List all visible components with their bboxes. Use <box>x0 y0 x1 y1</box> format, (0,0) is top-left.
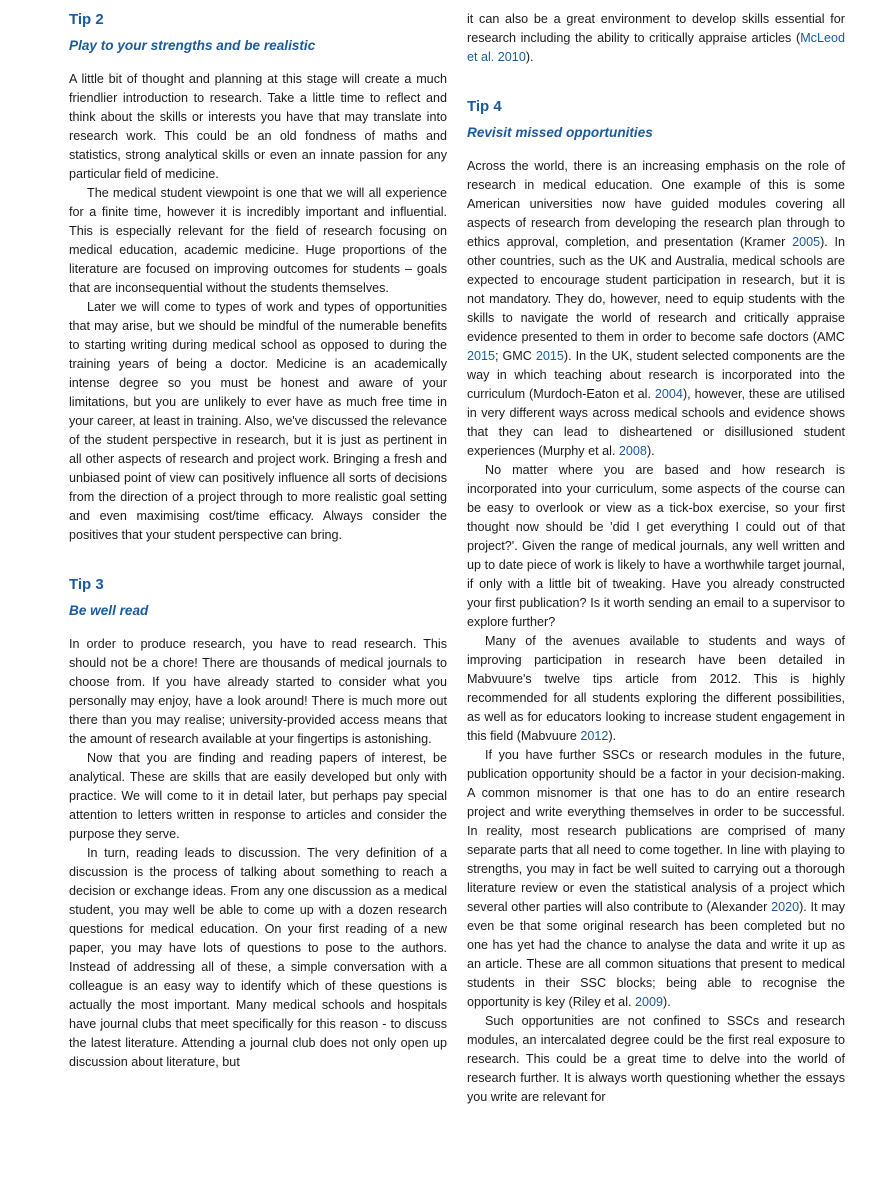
citation-link[interactable]: 2004 <box>654 387 683 401</box>
tip2-paragraph: The medical student viewpoint is one that we will all experience for a finite time, however it is incredibly important and influential. This is especially relevant for the field of research focusing on medical education, academic medicine. Huge proportions of the literature are focused on improving outcomes for students – goals that are inconsequential without the students themselves. <box>69 186 447 295</box>
tip4-paragraph: Across the world, there is an increasing emphasis on the role of research in medical education. One example of this is some American universities now have guided modules covering all aspects of research from developing the research plan through to ethics approval, completion, and presentation (Kramer 2005). In other countries, such as the UK and Australia, medical schools are expected to encourage student participation in research, but it is not mandatory. They do, however, need to equip students with the skills to navigate the world of research and critically appraise evidence presented to them in order to become safe doctors (AMC 2015; GMC 2015). In the UK, student selected components are the way in which teaching about research is incorporated into the curriculum (Murdoch-Eaton et al. 2004), however, these are utilised in very different ways across medical schools and evidence shows that they can lead to disheartened or disillusioned student experiences (Murphy et al. 2008). <box>467 159 845 458</box>
citation-link[interactable]: 2012 <box>580 729 609 743</box>
tip3-heading: Tip 3 <box>69 576 104 593</box>
tip2-heading: Tip 2 <box>69 11 104 28</box>
tip4-subheading: Revisit missed opportunities <box>467 125 653 140</box>
tip3-subheading: Be well read <box>69 603 149 618</box>
citation-link[interactable]: 2009 <box>635 995 664 1009</box>
tip2-paragraph: A little bit of thought and planning at this stage will create a much friendlier introduction to research. Take a little time to reflect and think about the skills or interests you have that may translate into research work. This could be an old fondness of maths and statistics, strong analytical skills or even an innate passion for any particular field of medicine. <box>69 72 447 181</box>
tip4-heading: Tip 4 <box>467 98 502 115</box>
tip4-paragraph: If you have further SSCs or research modules in the future, publication opportunity should be a factor in your decision-making. A common misnomer is that one has to do an entire research project and write everything themselves in order to be successful. In reality, most research publications are comprised of many separate parts that all need to come together. In line with playing to strengths, you may in fact be well suited to carrying out a thorough literature review or even the statistical analysis of a project which several other parties will also contribute to (Alexander 2020). It may even be that some original research has been completed but no one has yet had the chance to analyse the data and write it up as an article. These are all common situations that present to medical students in their SSC blocks; being able to recognise the opportunity is key (Riley et al. 2009). <box>467 748 845 1009</box>
tip2-paragraph: Later we will come to types of work and types of opportunities that may arise, but we should be mindful of the numerable benefits to starting writing during medical school as opposed to during the training years of being a doctor. Medicine is an academically intense degree so you must be honest and aware of your limitations, but you are unlikely to ever have as much free time in your career, at least in training. Also, we've discussed the relevance of the student perspective in research, but it is just as pertinent in all other aspects of research and project work. Bringing a fresh and unbiased point of view can positively influence all sorts of decisions from the direction of a project through to more realistic goal setting and even maximising cost/time efficacy. Always consider the positives that your student perspective can bring. <box>69 300 447 542</box>
continuation-paragraph: it can also be a great environment to develop skills essential for research including the ability to critically appraise articles (McLeod et al. 2010). <box>467 12 845 64</box>
tip3-paragraph: In turn, reading leads to discussion. The very definition of a discussion is the process of talking about something to reach a decision or exchange ideas. From any one discussion as a medical student, you may well be able to come up with a dozen research questions for medical education. On your first reading of a new paper, you may have lots of questions to pose to the authors. Instead of addressing all of these, a simple conversation with a colleague is an easy way to identify which of these questions is actually the most important. Many medical schools and hospitals have journal clubs that meet specifically for this reason - to discuss the latest literature. Attending a journal club does not only open up discussion about literature, but <box>69 846 447 1069</box>
tip2-subheading: Play to your strengths and be realistic <box>69 38 316 53</box>
tip3-paragraph: In order to produce research, you have to read research. This should not be a chore! There are thousands of medical journals to choose from. If you have already started to consider what you personally may enjoy, have a look around! There is much more out there than you may realise; university-provided access means that the amount of research available at your fingertips is astonishing. <box>69 637 447 746</box>
left-column <box>69 10 447 1200</box>
tip3-paragraph: Now that you are finding and reading papers of interest, be analytical. These are skills that are easily developed but only with practice. We will come to it in detail later, but perhaps pay special attention to letters written in response to articles and consider the purpose they serve. <box>69 751 447 841</box>
tip4-paragraph: No matter where you are based and how research is incorporated into your curriculum, some aspects of the course can be easy to overlook or view as a tick-box exercise, so your first thought now should be 'did I get everything I could out of that project?'. Given the range of medical journals, any well written and up to date piece of work is likely to have a worthwhile target journal, if only with a little bit of tweaking. Have you already constructed your first publication? Is it worth sending an email to a supervisor to explore further? <box>467 463 845 629</box>
citation-link[interactable]: 2008 <box>618 444 647 458</box>
tip4-paragraph: Such opportunities are not confined to SSCs and research modules, an intercalated degree could be the first real exposure to research. This could be a great time to delve into the world of research further. It is always worth questioning whether the essays you write are relevant for <box>467 1014 845 1104</box>
citation-link[interactable]: 2020 <box>771 900 800 914</box>
tip4-paragraph: Many of the avenues available to students and ways of improving participation in research have been detailed in Mabvuure's twelve tips article from 2012. This is highly recommended for all students exploring the different possibilities, as well as for educators looking to increase student engagement in this field (Mabvuure 2012). <box>467 634 845 743</box>
citation-link[interactable]: 2005 <box>792 235 821 249</box>
citation-link[interactable]: 2015 <box>535 349 564 363</box>
citation-link[interactable]: 2015 <box>467 349 496 363</box>
citation-link[interactable]: McLeod et al. 2010 <box>467 31 845 64</box>
right-column <box>467 10 845 1200</box>
